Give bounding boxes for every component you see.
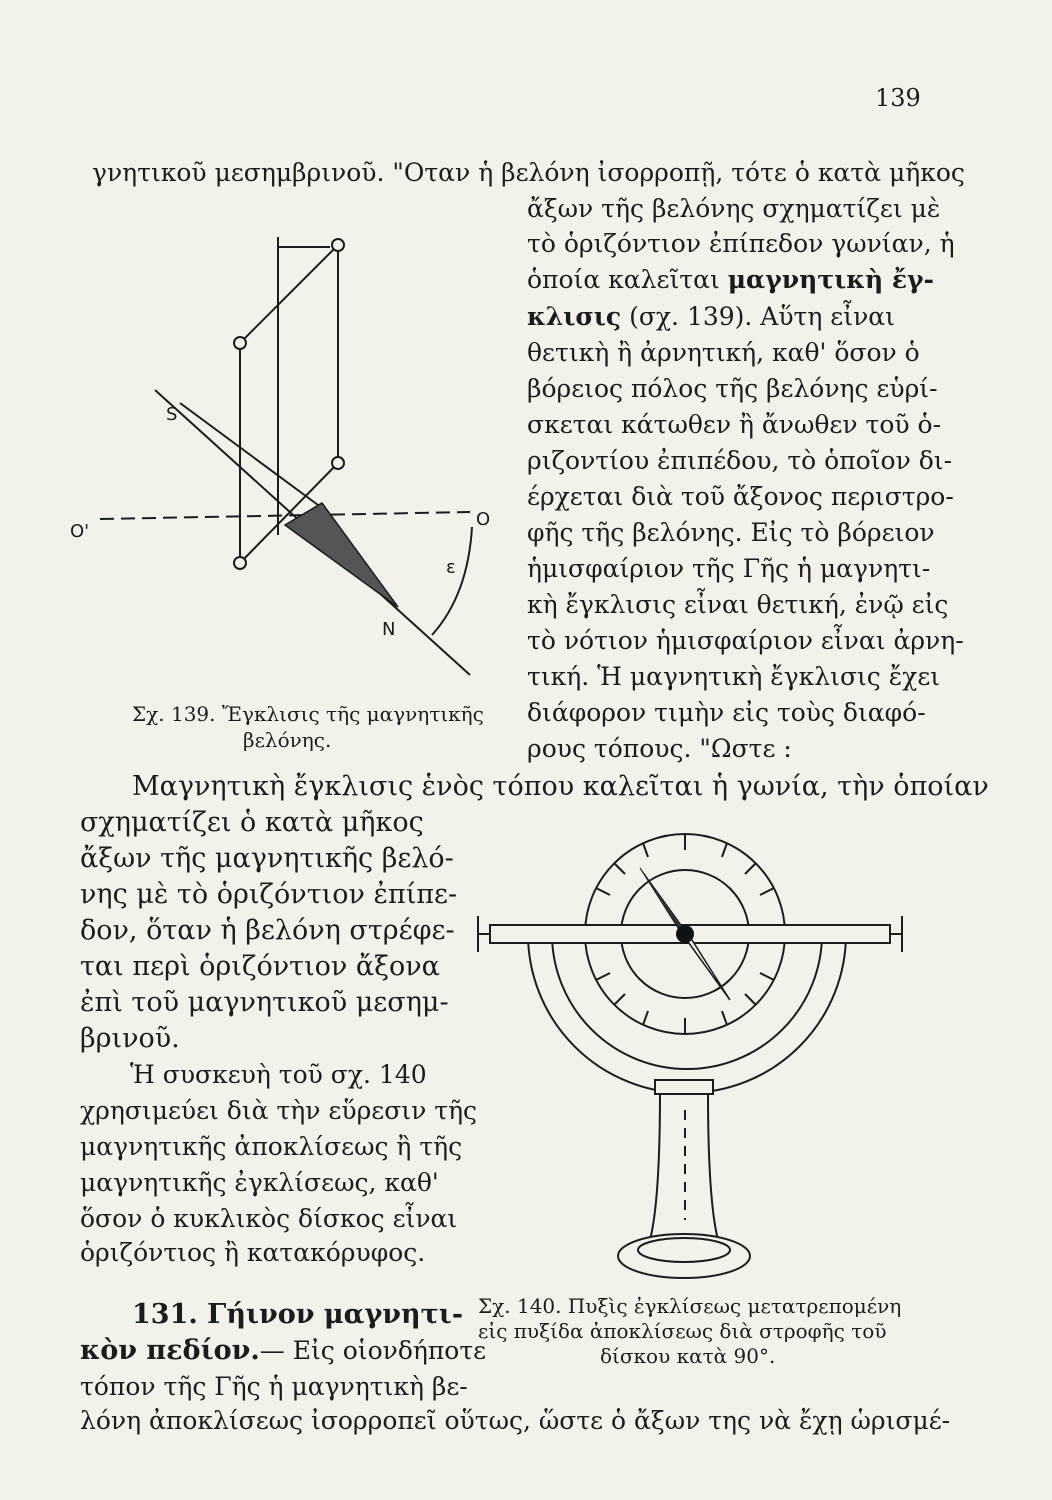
definition-line-6: ται περὶ ὁριζόντιον ἄξονα xyxy=(80,951,440,982)
right-col-line-11: ἡμισφαίριον τῆς Γῆς ἡ μαγνητι- xyxy=(527,554,931,583)
fig140-caption-line-2: εἰς πυξίδα ἀποκλίσεως διὰ στροφῆς τοῦ xyxy=(478,1319,887,1343)
definition-line-3: ἄξων τῆς μαγνητικῆς βελό- xyxy=(80,843,454,874)
label-epsilon: ε xyxy=(446,557,456,578)
label-o-left: O' xyxy=(70,521,90,542)
definition-line-5: δον, ὅταν ἡ βελόνη στρέφε- xyxy=(80,915,455,946)
right-col-line-9: έρχεται διὰ τοῦ ἄξονος περιστρο- xyxy=(527,482,954,511)
section-131-title-cont: κὸν πεδίον. xyxy=(80,1335,260,1366)
definition-line-8: βρινοῦ. xyxy=(80,1023,180,1054)
right-col-line-3-text: ὁποία καλεῖται xyxy=(527,265,720,294)
right-col-line-1: ἄξων τῆς βελόνης σχηματίζει μὲ xyxy=(527,194,941,223)
section-131-line-4: λόνη ἀποκλίσεως ἰσορροπεῖ οὕτως, ὥστε ὁ ἄξων της νὰ ἔχῃ ὡρισμέ- xyxy=(80,1406,951,1435)
right-col-line-10: φῆς τῆς βελόνης. Εἰς τὸ βόρειον xyxy=(527,518,935,547)
figure-139-dip-diagram xyxy=(60,225,510,695)
device-line-4: μαγνητικῆς ἐγκλίσεως, καθ' xyxy=(80,1168,439,1197)
right-col-line-12: κὴ ἔγκλισις εἶναι θετική, ἐνῷ εἰς xyxy=(527,590,949,619)
label-s: S xyxy=(166,404,178,425)
dip-angle-wedge xyxy=(285,503,398,607)
right-col-line-16: ρους τόπους. "Ωστε : xyxy=(527,734,792,763)
section-131-line-2 xyxy=(80,1336,486,1366)
right-col-line-6: βόρειος πόλος τῆς βελόνης εὑρί- xyxy=(527,374,938,403)
device-line-1: Ἡ συσκευὴ τοῦ σχ. 140 xyxy=(130,1060,427,1089)
right-col-line-14: τική. Ἡ μαγνητικὴ ἔγκλισις ἔχει xyxy=(527,662,941,691)
figure-140-dip-compass xyxy=(460,820,920,1290)
label-o-right: O xyxy=(476,509,491,530)
figure-reference: (σχ. 139). Αὕτη εἶναι xyxy=(629,302,895,331)
right-col-line-7: σκεται κάτωθεν ἢ ἄνωθεν τοῦ ὁ- xyxy=(527,410,942,439)
fig140-caption-line-3: δίσκου κατὰ 90°. xyxy=(600,1344,776,1368)
definition-line-7: ἐπὶ τοῦ μαγνητικοῦ μεσημ- xyxy=(80,987,449,1018)
fig140-caption-line-1: Σχ. 140. Πυξὶς ἐγκλίσεως μετατρεπομένη xyxy=(478,1294,902,1318)
device-line-3: μαγνητικῆς ἀποκλίσεως ἢ τῆς xyxy=(80,1132,463,1161)
device-line-2: χρησιμεύει διὰ τὴν εὕρεσιν τῆς xyxy=(80,1096,478,1125)
right-col-line-13: τὸ νότιον ἡμισφαίριον εἶναι ἀρνη- xyxy=(527,626,964,655)
page-number: 139 xyxy=(875,84,921,112)
section-131-line-3: τόπον τῆς Γῆς ἡ μαγνητικὴ βε- xyxy=(80,1372,468,1401)
definition-line-1: Μαγνητικὴ ἔγκλισις ἑνὸς τόπου καλεῖται ἡ γωνία, τὴν ὁποίαν xyxy=(132,771,989,802)
top-line: γνητικοῦ μεσημβρινοῦ. "Οταν ἡ βελόνη ἰσορροπῇ, τότε ὁ κατὰ μῆκος xyxy=(92,158,965,187)
section-131-title: 131. Γήινον μαγνητι- xyxy=(132,1299,464,1330)
term-dip-end: κλισις xyxy=(527,302,622,331)
right-col-line-5: θετικὴ ἢ ἀρνητική, καθ' ὅσον ὁ xyxy=(527,338,920,367)
definition-line-2: σχηματίζει ὁ κατὰ μῆκος xyxy=(80,807,424,838)
right-col-line-3 xyxy=(527,265,934,295)
term-magnetic-dip: μαγνητικὴ ἔγ- xyxy=(727,265,934,294)
fig139-caption-line-2: βελόνης. xyxy=(243,728,332,752)
right-col-line-4 xyxy=(527,302,895,332)
device-line-6: ὁριζόντιος ἢ κατακόρυφος. xyxy=(80,1238,426,1267)
right-col-line-2: τὸ ὁριζόντιον ἐπίπεδον γωνίαν, ἡ xyxy=(527,229,955,258)
device-line-5: ὅσον ὁ κυκλικὸς δίσκος εἶναι xyxy=(80,1204,458,1233)
right-col-line-15: διάφορον τιμὴν εἰς τοὺς διαφό- xyxy=(527,698,926,727)
section-131-intro: — Εἰς οἱονδήποτε xyxy=(259,1336,487,1365)
right-col-line-8: ριζοντίου ἐπιπέδου, τὸ ὁποῖον δι- xyxy=(527,446,953,475)
definition-line-4: νης μὲ τὸ ὁριζόντιον ἐπίπε- xyxy=(80,879,458,910)
fig139-caption-line-1: Σχ. 139. Ἔγκλισις τῆς μαγνητικῆς xyxy=(132,702,484,726)
label-n: N xyxy=(382,619,396,640)
